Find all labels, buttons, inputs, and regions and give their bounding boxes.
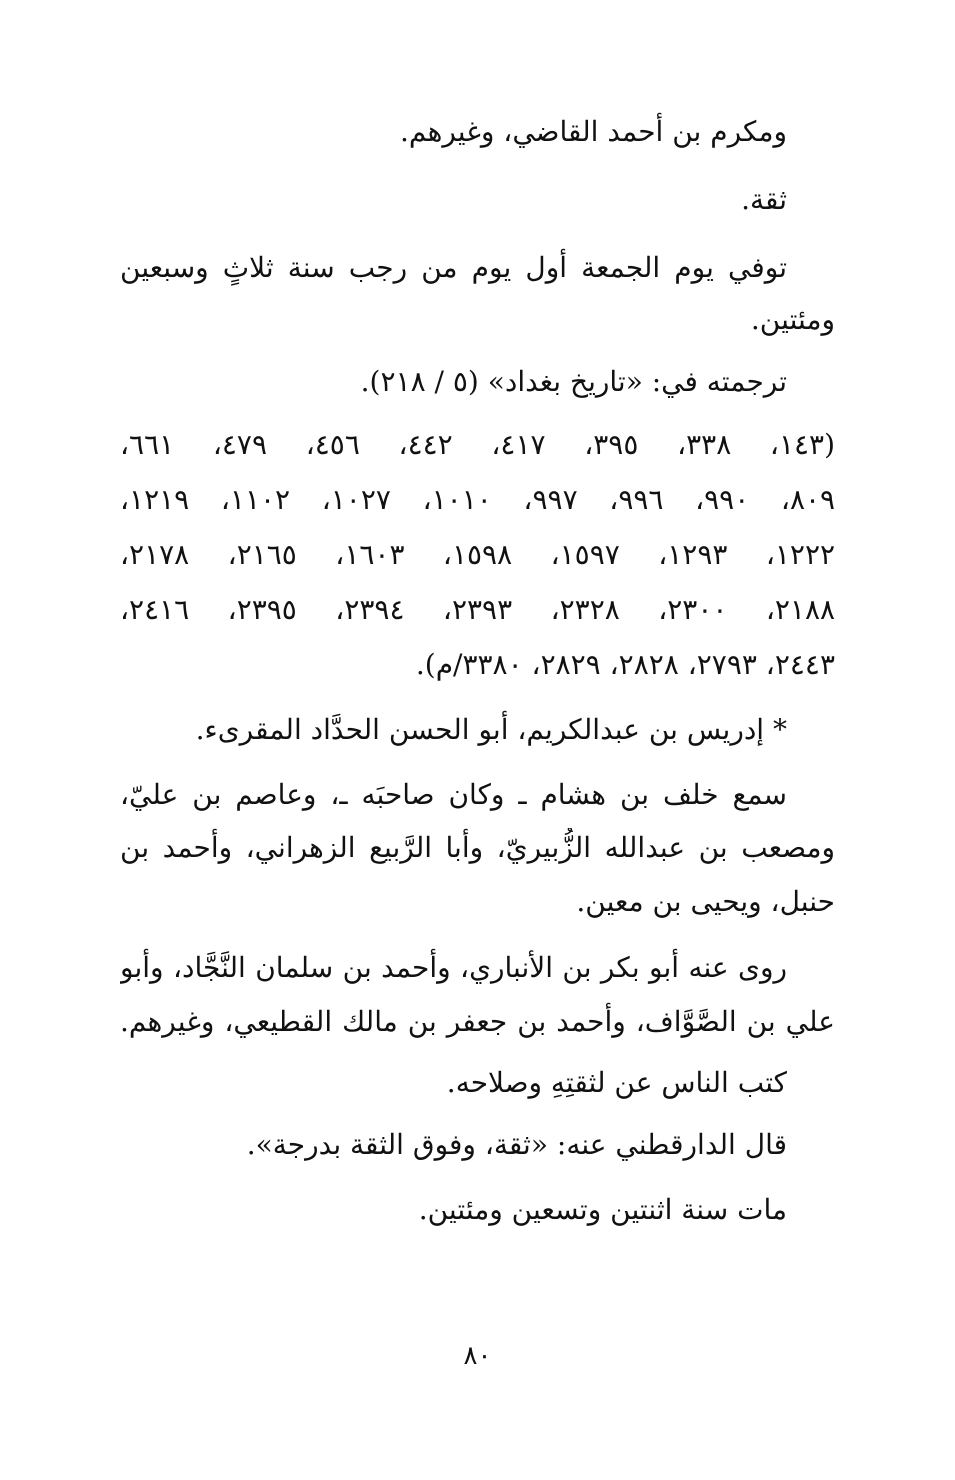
page-number: ٨٠ bbox=[463, 1341, 492, 1371]
text-line-13: ومصعب بن عبدالله الزُّبيريّ، وأبا الرَّبيع الزهراني، وأحمد بن bbox=[120, 831, 835, 864]
text-line-1: ومكرم بن أحمد القاضي، وغيرهم. bbox=[400, 115, 787, 148]
text-line-17: كتب الناس عن لثقتِهِ وصلاحه. bbox=[446, 1066, 787, 1099]
text-line-5: ترجمته في: «تاريخ بغداد» (٥ / ٢١٨). bbox=[360, 365, 787, 398]
reference-numbers-line-1: (١٤٣، ٣٣٨، ٣٩٥، ٤١٧، ٤٤٢، ٤٥٦، ٤٧٩، ٦٦١، bbox=[120, 428, 835, 461]
reference-numbers-line-3: ١٢٢٢، ١٢٩٣، ١٥٩٧، ١٥٩٨، ١٦٠٣، ٢١٦٥، ٢١٧٨، bbox=[120, 538, 835, 571]
text-line-14: حنبل، ويحيى بن معين. bbox=[576, 885, 835, 918]
text-line-3: توفي يوم الجمعة أول يوم من رجب سنة ثلاثٍ وسبعين bbox=[120, 251, 787, 284]
text-line-4: ومئتين. bbox=[750, 303, 835, 336]
reference-numbers-line-4: ٢١٨٨، ٢٣٠٠، ٢٣٢٨، ٢٣٩٣، ٢٣٩٤، ٢٣٩٥، ٢٤١٦، bbox=[120, 593, 835, 626]
reference-numbers-line-5: ٢٤٤٣، ٢٧٩٣، ٢٨٢٨، ٢٨٢٩، ٣٣٨٠/م). bbox=[415, 648, 835, 681]
text-line-16: علي بن الصَّوَّاف، وأحمد بن جعفر بن مالك القطيعي، وغيرهم. bbox=[120, 1005, 835, 1038]
entry-heading: * إدريس بن عبدالكريم، أبو الحسن الحدَّاد المقرىء. bbox=[195, 713, 787, 746]
text-line-18: قال الدارقطني عنه: «ثقة، وفوق الثقة بدرجة». bbox=[246, 1128, 787, 1161]
text-line-2: ثقة. bbox=[741, 183, 787, 216]
text-line-15: روى عنه أبو بكر بن الأنباري، وأحمد بن سلمان النَّجَّاد، وأبو bbox=[120, 951, 787, 984]
text-line-19: مات سنة اثنتين وتسعين ومئتين. bbox=[418, 1193, 787, 1226]
reference-numbers-line-2: ٨٠٩، ٩٩٠، ٩٩٦، ٩٩٧، ١٠١٠، ١٠٢٧، ١١٠٢، ١٢١٩، bbox=[120, 483, 835, 516]
text-line-12: سمع خلف بن هشام ـ وكان صاحبَه ـ، وعاصم بن عليّ، bbox=[120, 778, 787, 811]
